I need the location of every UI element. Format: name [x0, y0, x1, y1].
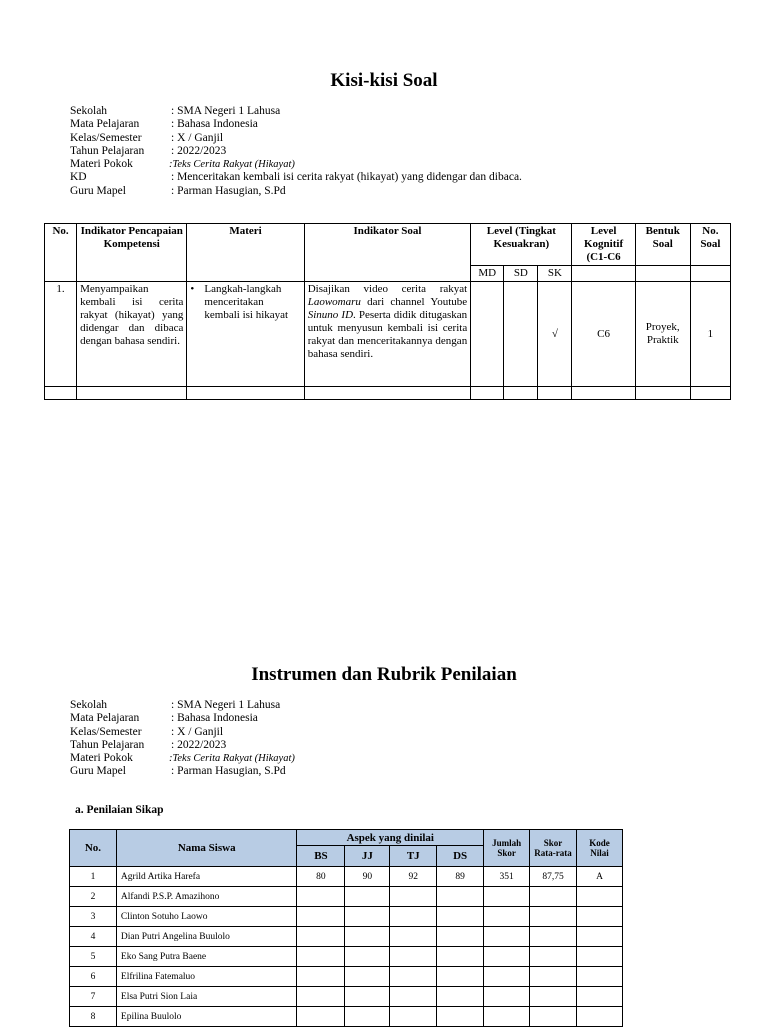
meta-value: : Bahasa Indonesia: [171, 118, 258, 131]
cell-kode: [577, 987, 623, 1007]
table-row: [70, 947, 623, 967]
meta-key: Guru Mapel: [70, 184, 126, 197]
col-bentuk-soal: Bentuk Soal: [635, 224, 690, 266]
col-level: Level (Tingkat Kesuakran): [471, 224, 572, 266]
kisi-title: Kisi-kisi Soal: [330, 70, 438, 91]
meta-key: Tahun Pelajaran: [70, 738, 145, 751]
cell-jumlah: [484, 947, 530, 967]
table-row: [70, 907, 623, 927]
sikap-table: [69, 829, 623, 1027]
col-materi: Materi: [187, 224, 304, 282]
cell-jj: [345, 927, 390, 947]
cell-jj: [345, 887, 390, 907]
meta-row-kd: [70, 171, 522, 184]
kisi-table: [44, 223, 731, 400]
meta-key: Mata Pelajaran: [70, 118, 140, 131]
meta-row-kelas: [70, 132, 522, 145]
cell-bs: [297, 887, 345, 907]
cell-bs: 80: [297, 867, 345, 887]
meta-value: : 2022/2023: [171, 144, 227, 157]
cell-skor: [530, 927, 577, 947]
cell-jumlah: [484, 987, 530, 1007]
meta-row-mapel: [70, 712, 295, 725]
cell-jj: 90: [345, 867, 390, 887]
cell-jj: [345, 987, 390, 1007]
cell-jumlah: [484, 907, 530, 927]
row-ipk: Menyampaikan kembali isi cerita rakyat (hikayat) yang didengar dan dibaca dengan bahasa sendiri.: [77, 282, 187, 387]
table-row: [70, 967, 623, 987]
meta-value: : Menceritakan kembali isi cerita rakyat (hikayat) yang didengar dan dibaca.: [171, 171, 522, 184]
bullet-icon: •: [190, 283, 195, 295]
cell-no: 1: [70, 867, 117, 887]
kisi-meta: [70, 105, 522, 198]
cell-skor: [530, 987, 577, 1007]
table-row: [45, 282, 731, 387]
meta-value: : Bahasa Indonesia: [171, 712, 258, 725]
cell-no: 4: [70, 927, 117, 947]
meta-row-tahun: [70, 145, 522, 158]
row-no: 1.: [45, 282, 77, 387]
meta-key: Tahun Pelajaran: [70, 144, 145, 157]
cell-jj: [345, 947, 390, 967]
row-md: [471, 282, 504, 387]
cell-tj: 92: [390, 867, 437, 887]
cell-ds: [437, 907, 484, 927]
col-ipk: Indikator Pencapaian Kompetensi: [77, 224, 187, 282]
cell-nama: Agrild Artika Harefa: [116, 867, 297, 887]
meta-key: Mata Pelajaran: [70, 712, 140, 725]
cell-jumlah: [484, 887, 530, 907]
cell-no: 8: [70, 1007, 117, 1027]
meta-row-guru: [70, 765, 295, 778]
cell-nama: Dian Putri Angelina Buulolo: [116, 927, 297, 947]
meta-value: : 2022/2023: [171, 738, 227, 751]
cell-no: 7: [70, 987, 117, 1007]
cell-no: 3: [70, 907, 117, 927]
meta-value: :Teks Cerita Rakyat (Hikayat): [169, 159, 295, 171]
meta-key: Kelas/Semester: [70, 725, 142, 738]
rubrik-title: Instrumen dan Rubrik Penilaian: [251, 664, 517, 685]
col-kode-nilai: Kode Nilai: [577, 830, 623, 867]
col-bs: BS: [297, 846, 345, 867]
meta-row-materi: [70, 752, 295, 765]
cell-skor: [530, 887, 577, 907]
row-level-kognitif: C6: [572, 282, 635, 387]
indikator-text: dari channel Youtube: [360, 296, 468, 308]
meta-key: KD: [70, 171, 87, 184]
row-sk-check: √: [538, 282, 572, 387]
cell-nama: Alfandi P.S.P. Amazihono: [116, 887, 297, 907]
cell-kode: A: [577, 867, 623, 887]
meta-row-guru: [70, 185, 522, 198]
col-indikator-soal: Indikator Soal: [304, 224, 470, 282]
cell-nama: Elsa Putri Sion Laia: [116, 987, 297, 1007]
meta-key: Materi Pokok: [70, 752, 133, 765]
cell-jj: [345, 907, 390, 927]
cell-jumlah: [484, 967, 530, 987]
meta-value: : Parman Hasugian, S.Pd: [171, 765, 286, 778]
sikap-header-row: [70, 830, 623, 846]
table-row: [70, 987, 623, 1007]
cell-jumlah: 351: [484, 867, 530, 887]
col-no: No.: [45, 224, 77, 282]
meta-key: Kelas/Semester: [70, 131, 142, 144]
cell-nama: Eko Sang Putra Baene: [116, 947, 297, 967]
indikator-italic: Sinuno ID: [307, 309, 354, 321]
cell-ds: [437, 887, 484, 907]
cell-no: 5: [70, 947, 117, 967]
meta-value: : X / Ganjil: [171, 131, 224, 144]
cell-skor: [530, 907, 577, 927]
meta-row-materi: [70, 158, 522, 171]
penilaian-sikap-heading: a. Penilaian Sikap: [75, 804, 164, 816]
cell-ds: [437, 987, 484, 1007]
indikator-italic: Laowomaru: [307, 296, 361, 308]
cell-ds: 89: [437, 867, 484, 887]
cell-tj: [390, 967, 437, 987]
cell-bs: [297, 967, 345, 987]
col-aspek: Aspek yang dinilai: [297, 830, 484, 846]
cell-tj: [390, 887, 437, 907]
row-sd: [504, 282, 538, 387]
cell-tj: [390, 947, 437, 967]
col-nama-siswa: Nama Siswa: [116, 830, 297, 867]
col-tj: TJ: [390, 846, 437, 867]
cell-ds: [437, 967, 484, 987]
cell-tj: [390, 927, 437, 947]
rubrik-meta: [70, 699, 295, 779]
col-level-kognitif: Level Kognitif (C1-C6: [572, 224, 635, 266]
cell-bs: [297, 927, 345, 947]
col-sd: SD: [504, 266, 538, 282]
cell-nama: Elfrilina Fatemaluo: [116, 967, 297, 987]
cell-skor: [530, 947, 577, 967]
meta-value: : X / Ganjil: [171, 725, 224, 738]
meta-value: : Parman Hasugian, S.Pd: [171, 184, 286, 197]
meta-key: Guru Mapel: [70, 765, 126, 778]
table-row: [70, 927, 623, 947]
kisi-header-row: [45, 224, 731, 266]
materi-text: Langkah-langkah menceritakan kembali isi hikayat: [204, 283, 289, 321]
table-row: [70, 887, 623, 907]
col-jj: JJ: [345, 846, 390, 867]
table-row-empty: [45, 387, 731, 400]
table-row: [70, 867, 623, 887]
meta-row-kelas: [70, 726, 295, 739]
cell-skor: 87,75: [530, 867, 577, 887]
cell-kode: [577, 907, 623, 927]
cell-skor: [530, 967, 577, 987]
row-no-soal: 1: [690, 282, 730, 387]
cell-no: 2: [70, 887, 117, 907]
indikator-text: . Peserta didik ditugaskan untuk menyusun kembali isi cerita rakyat dan menceritakannya dengan bahasa sendiri.: [307, 309, 468, 360]
col-no-soal: No. Soal: [690, 224, 730, 266]
cell-bs: [297, 907, 345, 927]
meta-key: Materi Pokok: [70, 158, 133, 171]
meta-row-sekolah: [70, 105, 522, 118]
cell-jumlah: [484, 927, 530, 947]
cell-ds: [437, 927, 484, 947]
row-indikator-soal: [304, 282, 470, 387]
meta-value: :Teks Cerita Rakyat (Hikayat): [169, 753, 295, 765]
cell-tj: [390, 907, 437, 927]
cell-no: 6: [70, 967, 117, 987]
meta-value: : SMA Negeri 1 Lahusa: [171, 699, 281, 711]
cell-nama: Epilina Buulolo: [116, 1007, 297, 1027]
col-ds: DS: [437, 846, 484, 867]
meta-key: Sekolah: [70, 699, 108, 711]
row-bentuk-soal: Proyek, Praktik: [635, 282, 690, 387]
cell-nama: Clinton Sotuho Laowo: [116, 907, 297, 927]
cell-ds: [437, 947, 484, 967]
empty-cell: [690, 266, 730, 282]
cell-bs: [297, 947, 345, 967]
meta-row-tahun: [70, 739, 295, 752]
cell-bs: [297, 987, 345, 1007]
cell-kode: [577, 887, 623, 907]
col-jumlah-skor: Jumlah Skor: [484, 830, 530, 867]
col-md: MD: [471, 266, 504, 282]
col-sk: SK: [538, 266, 572, 282]
cell-kode: [577, 947, 623, 967]
empty-cell: [635, 266, 690, 282]
cell-jj: [345, 967, 390, 987]
empty-cell: [572, 266, 635, 282]
meta-value: : SMA Negeri 1 Lahusa: [171, 105, 281, 117]
col-no: No.: [70, 830, 117, 867]
meta-row-mapel: [70, 118, 522, 131]
meta-key: Sekolah: [70, 105, 108, 117]
meta-row-sekolah: [70, 699, 295, 712]
indikator-text: Disajikan video cerita rakyat: [307, 283, 468, 295]
cell-tj: [390, 987, 437, 1007]
row-materi: [187, 282, 304, 387]
cell-kode: [577, 927, 623, 947]
col-skor-rata-rata: Skor Rata-rata: [530, 830, 577, 867]
cell-kode: [577, 967, 623, 987]
